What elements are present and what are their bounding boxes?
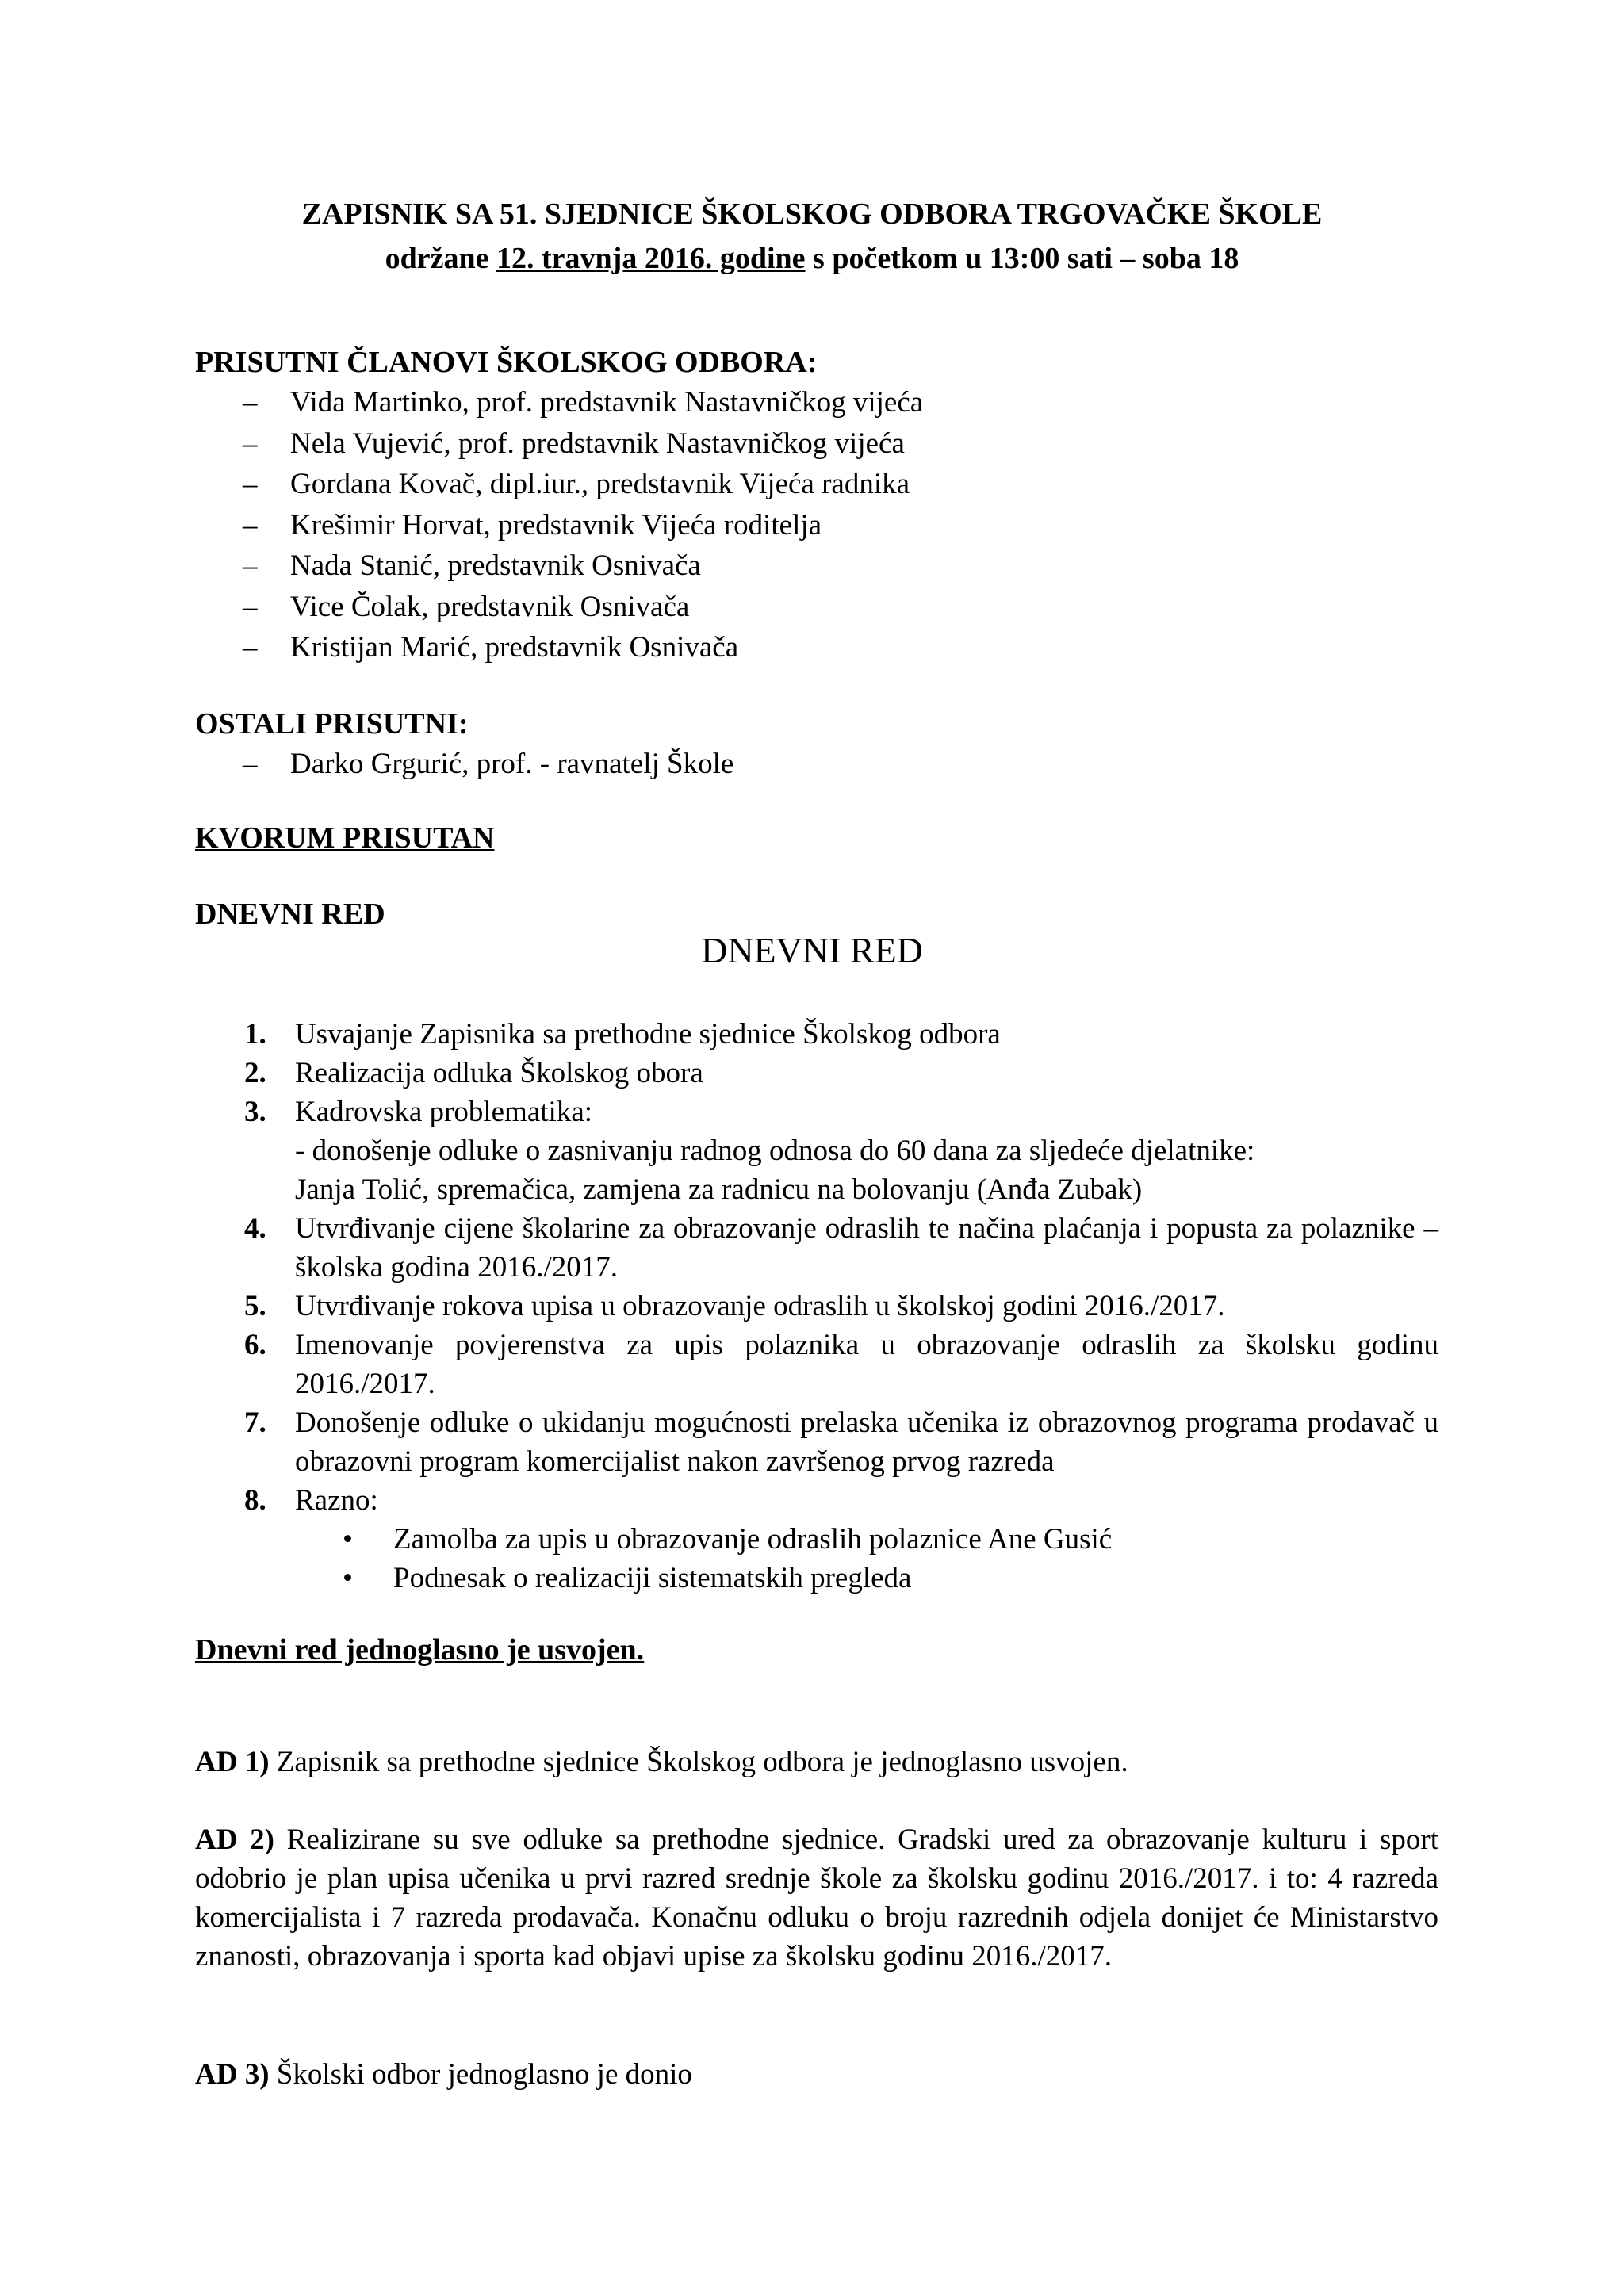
- agenda-heading: DNEVNI RED: [195, 897, 385, 931]
- agenda-item-7: [195, 1403, 1438, 1481]
- list-item: – Nada Stanić, predstavnik Osnivača: [243, 545, 923, 587]
- list-item: – Krešimir Horvat, predstavnik Vijeća roditelja: [243, 505, 923, 546]
- agenda-number: 3.: [244, 1096, 266, 1128]
- agenda-text: Realizacija odluka Školskog obora: [295, 1057, 703, 1089]
- ad-text: Zapisnik sa prethodne sjednice Školskog odbora je jednoglasno usvojen.: [269, 1746, 1128, 1778]
- agenda-item-3: [195, 1093, 1438, 1209]
- misc-bullet-list: [295, 1520, 1438, 1598]
- ad-1-paragraph: [195, 1743, 1438, 1781]
- list-item: – Darko Grgurić, prof. - ravnatelj Škole: [243, 744, 733, 785]
- agenda-text: Donošenje odluke o ukidanju mogućnosti prelaska učenika iz obrazovnog programa prodavač u obrazovni program komercijalist nakon završenog prvog razreda: [295, 1406, 1438, 1478]
- list-item: – Kristijan Marić, predstavnik Osnivača: [243, 627, 923, 668]
- ad-2-paragraph: [195, 1820, 1438, 1976]
- agenda-text: Kadrovska problematika:: [295, 1096, 593, 1128]
- ad-label: AD 3): [195, 2058, 270, 2091]
- agenda-number: 1.: [244, 1018, 266, 1050]
- ad-3-paragraph: [195, 2055, 1438, 2094]
- ad-text: Realizirane su sve odluke sa prethodne sjednice. Gradski ured za obrazovanje kulturu i sport odobrio je plan upisa učenika u prvi razred srednje škole za školsku godinu 2016./2017. i to: 4 razreda komercijalista i 7 razreda prodavača. Konačnu odluku o broju razrednih odjela donijet će Ministarstvo znanosti, obrazovanja i sporta kad objavi upise za školsku godinu 2016./2017.: [195, 1823, 1438, 1973]
- agenda-item-5: [195, 1287, 1438, 1326]
- agenda-number: 4.: [244, 1212, 266, 1245]
- agenda-item-6: [195, 1326, 1438, 1403]
- agenda-item-8: [195, 1481, 1438, 1598]
- title-line-2-suffix: s početkom u 13:00 sati – soba 18: [805, 242, 1239, 275]
- document-title: [0, 192, 1624, 281]
- agenda-item-1: [195, 1015, 1438, 1054]
- list-item: – Nela Vujević, prof. predstavnik Nastavničkog vijeća: [243, 423, 923, 465]
- agenda-text: Utvrđivanje cijene školarine za obrazovanje odraslih te načina plaćanja i popusta za polaznike – školska godina 2016./2017.: [295, 1212, 1438, 1284]
- agenda-text: Razno:: [295, 1484, 378, 1517]
- list-item: • Podnesak o realizaciji sistematskih pregleda: [295, 1559, 1438, 1598]
- ad-label: AD 2): [195, 1823, 274, 1856]
- list-item: – Gordana Kovač, dipl.iur., predstavnik Vijeća radnika: [243, 464, 923, 505]
- agenda-number: 5.: [244, 1290, 266, 1322]
- title-line-2-prefix: održane: [385, 242, 497, 275]
- list-item: • Zamolba za upis u obrazovanje odraslih polaznice Ane Gusić: [295, 1520, 1438, 1559]
- ad-label: AD 1): [195, 1746, 270, 1778]
- agenda-center-heading: DNEVNI RED: [701, 930, 923, 970]
- ad-text: Školski odbor jednoglasno je donio: [269, 2058, 692, 2091]
- agenda-text: Utvrđivanje rokova upisa u obrazovanje odraslih u školskoj godini 2016./2017.: [295, 1290, 1225, 1322]
- present-members-list: [243, 382, 923, 668]
- agenda-number: 6.: [244, 1329, 266, 1361]
- others-present-list: [243, 744, 733, 785]
- agenda-number: 7.: [244, 1406, 266, 1439]
- title-line-1: ZAPISNIK SA 51. SJEDNICE ŠKOLSKOG ODBORA TRGOVAČKE ŠKOLE: [301, 197, 1323, 231]
- agenda-item-2: [195, 1054, 1438, 1093]
- agenda-text: Usvajanje Zapisnika sa prethodne sjednice Školskog odbora: [295, 1018, 1001, 1050]
- list-item: – Vice Čolak, predstavnik Osnivača: [243, 587, 923, 628]
- quorum-statement: KVORUM PRISUTAN: [195, 821, 495, 855]
- list-item: – Vida Martinko, prof. predstavnik Nastavničkog vijeća: [243, 382, 923, 423]
- agenda-subtext: Janja Tolić, spremačica, zamjena za radnicu na bolovanju (Anđa Zubak): [295, 1173, 1143, 1206]
- agenda-text: Imenovanje povjerenstva za upis polaznika u obrazovanje odraslih za školsku godinu 2016./2017.: [295, 1329, 1438, 1400]
- agenda-subtext: - donošenje odluke o zasnivanju radnog odnosa do 60 dana za sljedeće djelatnike:: [295, 1135, 1255, 1167]
- agenda-number: 8.: [244, 1484, 266, 1517]
- agenda-number: 2.: [244, 1057, 266, 1089]
- agenda-adopted-statement: Dnevni red jednoglasno je usvojen.: [195, 1633, 645, 1667]
- present-members-heading: PRISUTNI ČLANOVI ŠKOLSKOG ODBORA:: [195, 346, 818, 379]
- session-date: 12. travnja 2016. godine: [496, 242, 806, 275]
- agenda-item-4: [195, 1209, 1438, 1287]
- others-present-heading: OSTALI PRISUTNI:: [195, 707, 469, 740]
- agenda-list: [195, 1015, 1438, 1598]
